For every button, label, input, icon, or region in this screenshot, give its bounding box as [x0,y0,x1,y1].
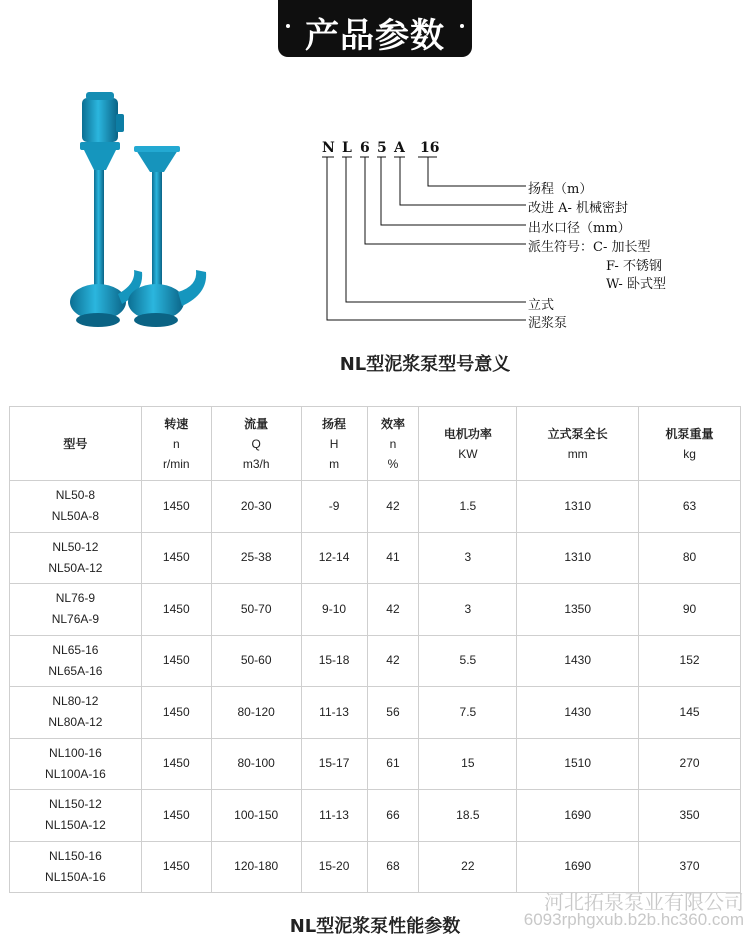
cell-power: 7.5 [419,687,517,739]
legend-outlet-diameter: 出水口径（mm） [528,221,631,236]
legend-derived-symbol: 派生符号：C- 加长型 [528,240,651,255]
code-char-n: N [322,140,335,156]
cell-eff: 68 [367,841,419,893]
table-row [10,481,741,533]
cell-flow: 25-38 [211,532,301,584]
cell-model: NL76-9 NL76A-9 [10,584,142,636]
cell-head: 15-20 [301,841,367,893]
table-header-row [10,407,741,481]
cell-eff: 42 [367,584,419,636]
header-model: 型号 [10,407,142,481]
cell-length: 1430 [517,687,639,739]
code-char-l: L [342,140,352,156]
cell-weight: 80 [639,532,741,584]
header-head: 扬程 H m [301,407,367,481]
cell-speed: 1450 [141,532,211,584]
header-motor-power: 电机功率 KW [419,407,517,481]
cell-power: 22 [419,841,517,893]
cell-head: 11-13 [301,790,367,842]
cell-power: 5.5 [419,635,517,687]
header-efficiency: 效率 n % [367,407,419,481]
cell-flow: 80-120 [211,687,301,739]
cell-model: NL50-12 NL50A-12 [10,532,142,584]
cell-length: 1690 [517,841,639,893]
model-meaning-caption: NL型泥浆泵型号意义 [339,354,511,375]
cell-head: 15-18 [301,635,367,687]
cell-power: 1.5 [419,481,517,533]
legend-head: 扬程（m） [528,182,593,197]
legend-horizontal: W- 卧式型 [606,277,666,292]
table-row [10,738,741,790]
cell-power: 3 [419,584,517,636]
cell-eff: 42 [367,635,419,687]
legend-vertical: 立式 [528,298,555,313]
cell-weight: 350 [639,790,741,842]
cell-power: 18.5 [419,790,517,842]
table-row [10,635,741,687]
cell-weight: 145 [639,687,741,739]
cell-flow: 50-70 [211,584,301,636]
cell-speed: 1450 [141,790,211,842]
cell-length: 1510 [517,738,639,790]
cell-weight: 152 [639,635,741,687]
header-speed: 转速 n r/min [141,407,211,481]
cell-eff: 66 [367,790,419,842]
cell-speed: 1450 [141,841,211,893]
cell-weight: 90 [639,584,741,636]
cell-speed: 1450 [141,687,211,739]
table-row [10,584,741,636]
cell-weight: 370 [639,841,741,893]
cell-speed: 1450 [141,738,211,790]
cell-eff: 61 [367,738,419,790]
code-char-5: 5 [377,140,387,156]
cell-eff: 42 [367,481,419,533]
cell-model: NL50-8 NL50A-8 [10,481,142,533]
cell-length: 1310 [517,481,639,533]
cell-flow: 80-100 [211,738,301,790]
cell-power: 15 [419,738,517,790]
cell-length: 1310 [517,532,639,584]
cell-flow: 20-30 [211,481,301,533]
cell-power: 3 [419,532,517,584]
header-length: 立式泵全长 mm [517,407,639,481]
cell-model: NL150-16 NL150A-16 [10,841,142,893]
table-row [10,687,741,739]
cell-length: 1690 [517,790,639,842]
cell-weight: 63 [639,481,741,533]
cell-head: 15-17 [301,738,367,790]
cell-speed: 1450 [141,584,211,636]
cell-model: NL80-12 NL80A-12 [10,687,142,739]
cell-flow: 100-150 [211,790,301,842]
cell-head: 11-13 [301,687,367,739]
code-char-6: 6 [360,140,370,156]
performance-caption: NL型泥浆泵性能参数 [289,916,461,937]
cell-weight: 270 [639,738,741,790]
table-row [10,790,741,842]
code-char-16: 16 [420,140,440,156]
cell-model: NL150-12 NL150A-12 [10,790,142,842]
header-weight: 机泵重量 kg [639,407,741,481]
cell-model: NL100-16 NL100A-16 [10,738,142,790]
watermark-url: 6093rphgxub.b2b.hc360.com [523,910,744,929]
legend-stainless: F- 不锈钢 [606,259,662,274]
cell-head: 9-10 [301,584,367,636]
cell-eff: 56 [367,687,419,739]
cell-flow: 50-60 [211,635,301,687]
watermark-company: 河北拓泉泵业有限公司 [544,892,744,914]
cell-head: 12-14 [301,532,367,584]
cell-length: 1350 [517,584,639,636]
legend-slurry-pump: 泥浆泵 [528,316,568,331]
cell-eff: 41 [367,532,419,584]
section-title: 产品参数 [305,16,445,56]
legend-improvement: 改进 A- 机械密封 [528,201,629,216]
cell-speed: 1450 [141,635,211,687]
header-flow: 流量 Q m3/h [211,407,301,481]
cell-model: NL65-16 NL65A-16 [10,635,142,687]
code-char-a: A [394,140,405,156]
table-row [10,532,741,584]
cell-length: 1430 [517,635,639,687]
performance-table [9,406,741,893]
cell-flow: 120-180 [211,841,301,893]
table-row [10,841,741,893]
cell-head: -9 [301,481,367,533]
cell-speed: 1450 [141,481,211,533]
